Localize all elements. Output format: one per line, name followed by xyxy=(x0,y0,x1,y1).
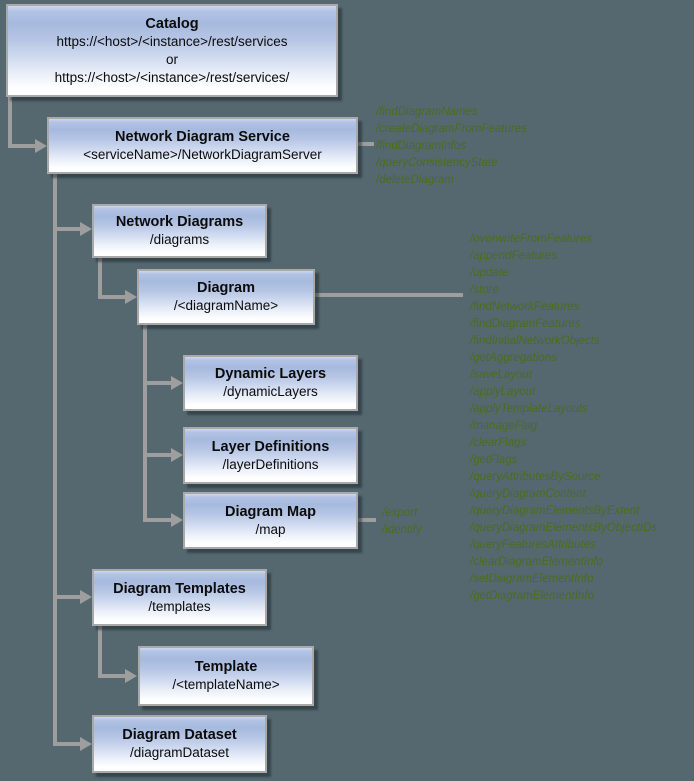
node-template xyxy=(138,646,314,706)
node-network-diagram-service xyxy=(47,117,358,174)
node-diagram-map xyxy=(183,492,358,549)
operation-label: /export xyxy=(382,507,418,519)
connector-to-network-diagrams xyxy=(53,227,81,231)
node-diagram-templates xyxy=(92,569,267,626)
operation-label: /overwriteFromFeatures xyxy=(470,233,593,245)
connector-to-dynamic-layers xyxy=(143,381,173,385)
template-title: Template xyxy=(194,659,258,675)
operation-label: /queryDiagramContent xyxy=(470,488,586,500)
diagram-map-operations-list xyxy=(382,505,422,539)
catalog-or-label: or xyxy=(165,51,178,67)
connector-to-diagram-dataset xyxy=(53,742,81,746)
connector-to-diagram-templates xyxy=(53,595,81,599)
node-dynamic-layers xyxy=(183,355,358,411)
layer-definitions-path: /layerDefinitions xyxy=(222,456,319,472)
connector-to-diagram-map xyxy=(143,518,173,522)
dynamic-layers-path: /dynamicLayers xyxy=(223,384,318,399)
diagram-path: /<diagramName> xyxy=(173,298,279,313)
arrow-icon xyxy=(125,290,137,304)
operation-label: /findDiagramNames xyxy=(376,106,478,118)
operation-label: /findDiagramInfos xyxy=(376,140,467,152)
node-diagram-dataset xyxy=(92,715,267,773)
operation-label: /getAggregations xyxy=(470,352,557,364)
connector-map-to-operations xyxy=(356,518,376,522)
arrow-icon xyxy=(171,513,183,527)
operation-label: /saveLayout xyxy=(470,369,533,381)
operation-label: /queryDiagramElementsByExtent xyxy=(470,505,640,517)
connector-to-layer-definitions xyxy=(143,453,173,457)
operation-label: /queryConsistencyState xyxy=(376,157,498,169)
operation-label: /queryDiagramElementsByObjectIDs xyxy=(470,522,658,534)
operation-label: /queryFeaturesAttributes xyxy=(470,539,596,551)
connector-diagrams-trunk xyxy=(98,258,102,299)
connector-service-to-operations xyxy=(356,142,374,146)
connector-diagram-trunk xyxy=(143,325,147,522)
connector-diagram-to-operations xyxy=(313,293,463,297)
node-diagram xyxy=(137,269,315,325)
service-operations-list xyxy=(376,104,527,189)
operation-label: /getFlags xyxy=(470,454,518,466)
diagram-dataset-path: /diagramDataset xyxy=(129,745,230,760)
connector-catalog-trunk xyxy=(8,97,12,148)
connector-to-diagram xyxy=(98,295,126,299)
arrow-icon xyxy=(80,737,92,751)
layer-definitions-title: Layer Definitions xyxy=(211,438,330,455)
operation-label: /identify xyxy=(382,524,422,536)
operation-label: /update xyxy=(470,267,509,279)
catalog-url-2: https://<host>/<instance>/rest/services/ xyxy=(54,69,290,85)
connector-catalog-to-service xyxy=(8,144,38,148)
diagram-title: Diagram xyxy=(196,280,256,296)
diagrams-path: /diagrams xyxy=(149,232,210,247)
diagram-map-title: Diagram Map xyxy=(224,503,317,520)
diagram-operations-list xyxy=(470,231,657,605)
operation-label: /getDiagramElementInfo xyxy=(470,590,595,602)
operation-label: /store xyxy=(470,284,499,296)
arrow-icon xyxy=(80,222,92,236)
diagram-dataset-title: Diagram Dataset xyxy=(122,727,237,743)
connector-templates-trunk xyxy=(98,626,102,678)
operation-label: /findDiagramFeatures xyxy=(470,318,581,330)
operation-label: /findNetworkFeatures xyxy=(470,301,580,313)
arrow-icon xyxy=(125,669,137,683)
operation-label: /clearFlags xyxy=(470,437,527,449)
operation-label: /manageFlag xyxy=(470,420,538,432)
operation-label: /setDiagramElementInfo xyxy=(470,573,594,585)
catalog-title: Catalog xyxy=(145,15,199,32)
diagrams-title: Network Diagrams xyxy=(115,214,244,230)
diagram-map-path: /map xyxy=(255,521,286,537)
operation-label: /deleteDiagram xyxy=(376,174,454,186)
operation-label: /createDiagramFromFeatures xyxy=(376,123,527,135)
diagram-templates-title: Diagram Templates xyxy=(113,580,246,597)
arrow-icon xyxy=(171,376,183,390)
operation-label: /clearDiagramElementInfo xyxy=(470,556,603,568)
arrow-icon xyxy=(171,448,183,462)
catalog-url-1: https://<host>/<instance>/rest/services xyxy=(56,33,288,49)
connector-to-template xyxy=(98,674,126,678)
node-layer-definitions xyxy=(183,427,358,484)
service-title: Network Diagram Service xyxy=(115,128,290,145)
template-path: /<templateName> xyxy=(172,677,280,692)
arrow-icon xyxy=(35,139,47,153)
operation-label: /appendFeatures xyxy=(470,250,557,262)
operation-label: /findInitialNetworkObjects xyxy=(470,335,600,347)
node-catalog xyxy=(6,4,338,97)
arrow-icon xyxy=(80,590,92,604)
operation-label: /applyTemplateLayouts xyxy=(470,403,588,415)
operation-label: /queryAttributesBySource xyxy=(470,471,601,483)
dynamic-layers-title: Dynamic Layers xyxy=(214,366,327,382)
node-network-diagrams xyxy=(92,204,267,258)
diagram-templates-path: /templates xyxy=(148,598,211,614)
connector-service-trunk xyxy=(53,174,57,746)
operation-label: /applyLayout xyxy=(470,386,536,398)
service-path: <serviceName>/NetworkDiagramServer xyxy=(83,146,322,162)
